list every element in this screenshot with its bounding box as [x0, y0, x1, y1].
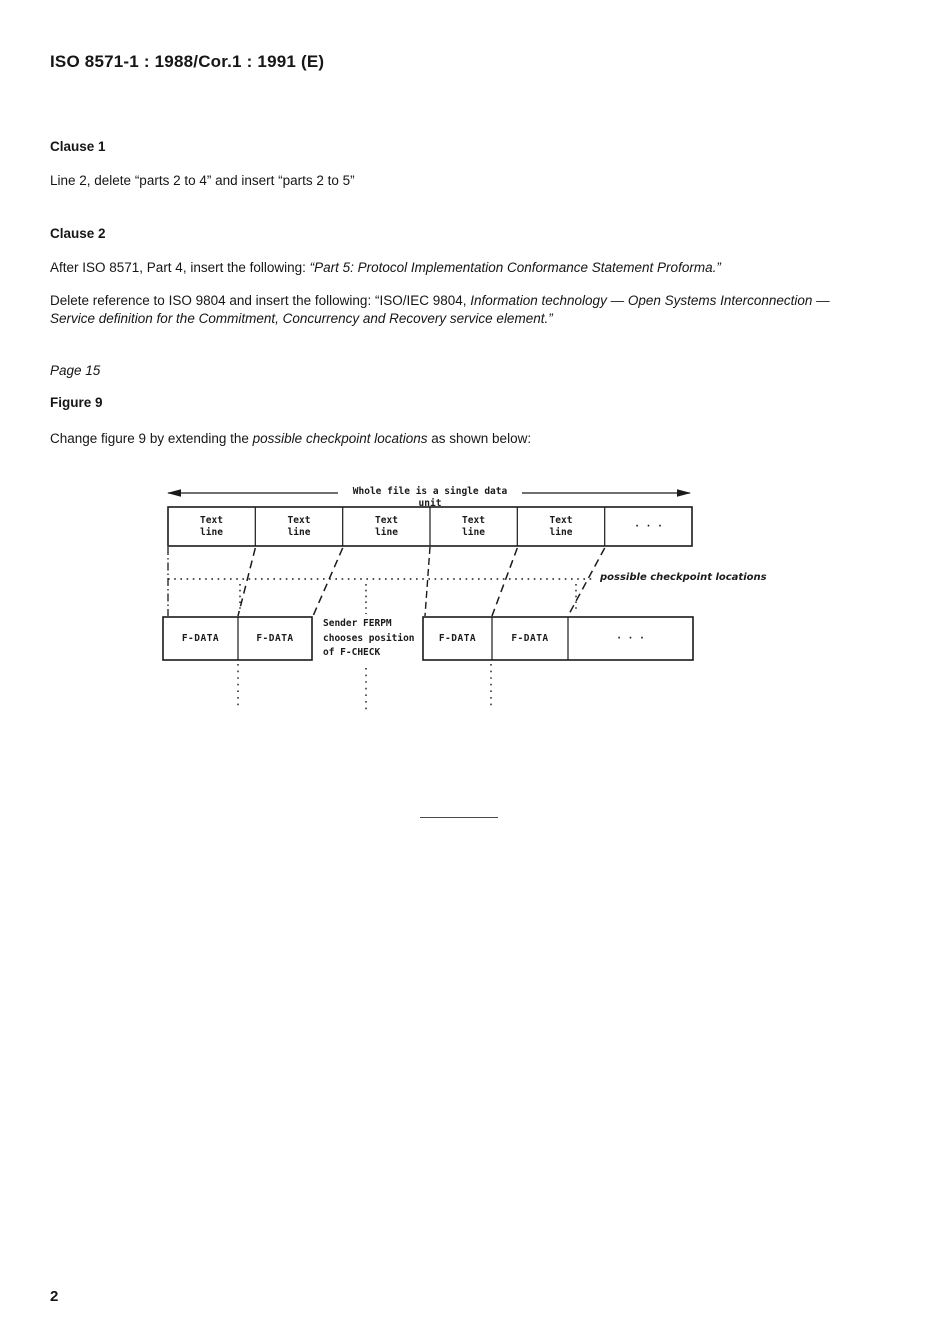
caption-suffix: as shown below:	[427, 431, 532, 446]
possible-checkpoint-locations-label: possible checkpoint locations	[600, 572, 767, 583]
caption-italic: possible checkpoint locations	[252, 431, 428, 446]
document-header: ISO 8571-1 : 1988/Cor.1 : 1991 (E)	[50, 52, 325, 71]
clause2-paragraph-2	[50, 292, 910, 328]
text-line-cell: Text line	[462, 514, 485, 538]
whole-file-arrow-label: Whole file is a single data unit	[352, 486, 508, 509]
clause2-p1-quote: “Part 5: Protocol Implementation Conformance Statement Proforma.”	[309, 260, 721, 275]
clause2-p1-prefix: After ISO 8571, Part 4, insert the following:	[50, 260, 310, 275]
page-reference: Page 15	[50, 363, 101, 378]
text-line-ellipsis-cell: · · ·	[634, 520, 663, 532]
text-line-cell: Text line	[375, 514, 398, 538]
clause2-paragraph-1	[50, 259, 910, 277]
text-line-cell: Text line	[200, 514, 223, 538]
figure9-title: Figure 9	[50, 395, 103, 410]
figure9-caption	[50, 430, 910, 448]
page-number: 2	[50, 1288, 59, 1305]
text-line-cell: Text line	[549, 514, 573, 538]
clause2-p2-prefix: Delete reference to ISO 9804 and insert the following: “ISO/IEC 9804,	[50, 293, 471, 308]
caption-prefix: Change figure 9 by extending the	[50, 431, 253, 446]
f-data-cell: F-DATA	[256, 632, 294, 644]
clause1-body: Line 2, delete “parts 2 to 4” and insert “parts 2 to 5”	[50, 173, 355, 188]
text-line-cell: Text line	[287, 514, 311, 538]
clause2-title: Clause 2	[50, 226, 106, 241]
f-data-ellipsis-cell: · · ·	[616, 632, 645, 644]
f-data-cell: F-DATA	[438, 632, 477, 644]
f-data-cell: F-DATA	[181, 632, 220, 644]
f-data-cell: F-DATA	[511, 632, 549, 644]
clause1-title: Clause 1	[50, 139, 106, 154]
clause2-p2-italic-line1: Information technology — Open Systems Interconnection —	[470, 293, 830, 308]
clause2-p2-italic-line2: Service definition for the Commitment, Concurrency and Recovery service element.”	[50, 311, 553, 326]
figure9-diagram	[140, 470, 820, 720]
sender-ferpm-note: Sender FERPM chooses position of F-CHECK	[323, 618, 415, 658]
section-separator-rule	[420, 817, 498, 818]
figure9-labels	[140, 470, 820, 720]
